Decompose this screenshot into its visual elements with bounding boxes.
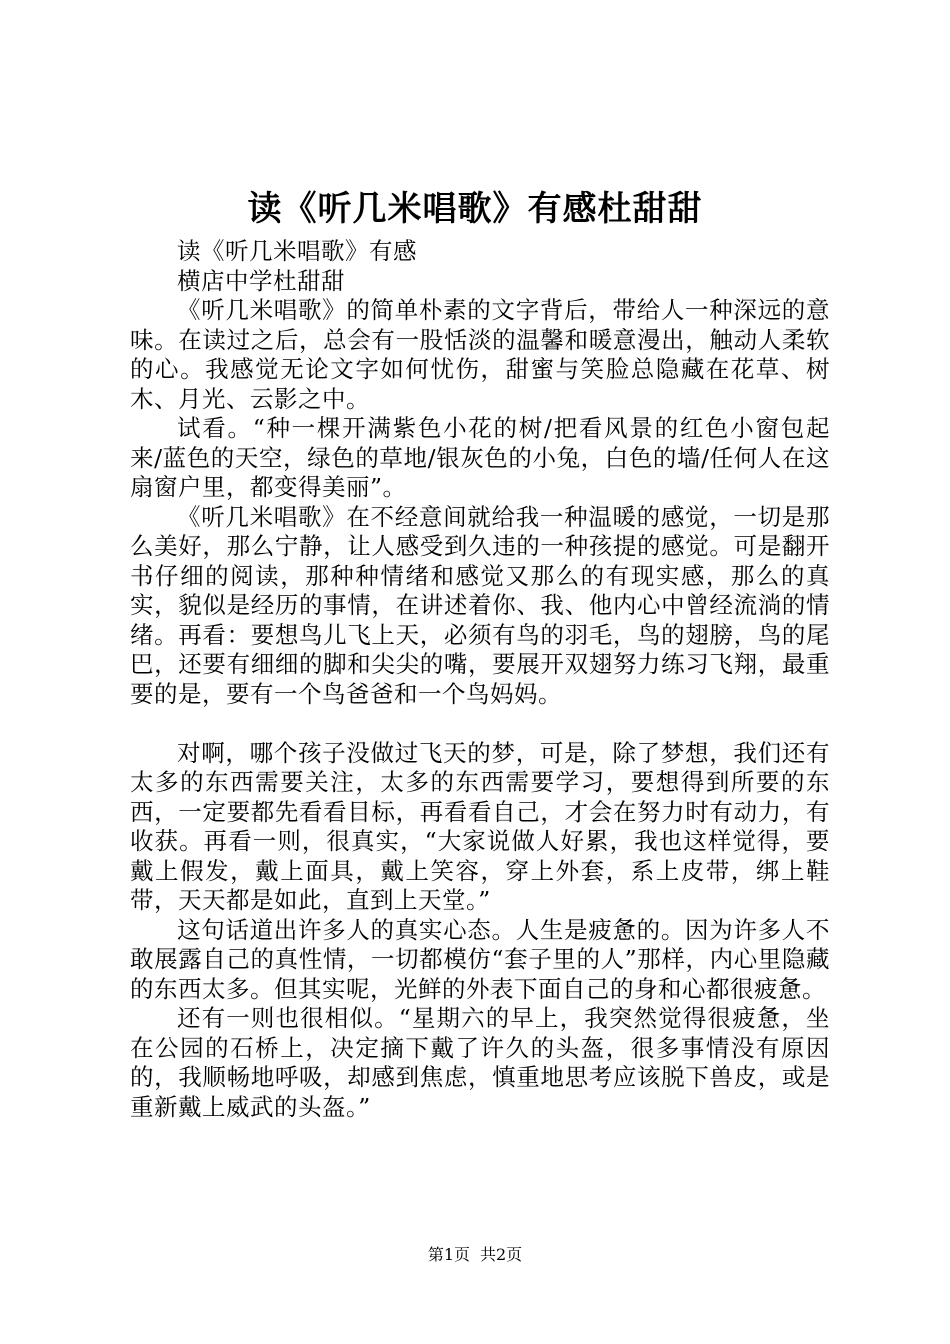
paragraph: 《听几米唱歌》的简单朴素的文字背后，带给人一种深远的意味。在读过之后，总会有一股恬淡的温馨和暖意漫出，触动人柔软的心。我感觉无论文字如何忧伤，甜蜜与笑脸总隐藏在花草、树木、月光、云影之中。	[130, 296, 830, 413]
subtitle-line: 读《听几米唱歌》有感	[177, 237, 417, 265]
author-line: 横店中学杜甜甜	[177, 266, 345, 295]
page-number: 第1页	[427, 1245, 470, 1264]
paragraph: 这句话道出许多人的真实心态。人生是疲惫的。因为许多人不敢展露自己的真性情，一切都模仿“套子里的人”那样，内心里隐藏的东西太多。但其实呢，光鲜的外表下面自己的身和心都很疲惫。	[130, 915, 830, 1003]
page-footer	[0, 1244, 950, 1266]
document-title: 读《听几米唱歌》有感杜甜甜	[247, 189, 703, 229]
page-total: 共2页	[480, 1245, 523, 1264]
paragraph: 还有一则也很相似。“星期六的早上，我突然觉得很疲惫，坐在公园的石桥上，决定摘下戴了许久的头盔，很多事情没有原因的，我顺畅地呼吸，却感到焦虑，慎重地思考应该脱下兽皮，或是重新戴上威武的头盔。”	[130, 1004, 830, 1121]
paragraph: 对啊，哪个孩子没做过飞天的梦，可是，除了梦想，我们还有太多的东西需要关注，太多的东西需要学习，要想得到所要的东西，一定要都先看看目标，再看看自己，才会在努力时有动力，有收获。再看一则，很真实，“大家说做人好累，我也这样觉得，要戴上假发，戴上面具，戴上笑容，穿上外套，系上皮带，绑上鞋带，天天都是如此，直到上天堂。”	[130, 738, 830, 914]
paragraph: 《听几米唱歌》在不经意间就给我一种温暖的感觉，一切是那么美好，那么宁静，让人感受到久违的一种孩提的感觉。可是翻开书仔细的阅读，那种种情绪和感觉又那么的有现实感，那么的真实，貌似是经历的事情，在讲述着你、我、他内心中曾经流淌的情绪。再看：要想鸟儿飞上天，必须有鸟的羽毛，鸟的翅膀，鸟的尾巴，还要有细细的脚和尖尖的嘴，要展开双翅努力练习飞翔，最重要的是，要有一个鸟爸爸和一个鸟妈妈。	[130, 502, 830, 708]
paragraph: 试看。“种一棵开满紫色小花的树/把看风景的红色小窗包起来/蓝色的天空，绿色的草地/银灰色的小兔，白色的墙/任何人在这扇窗户里，都变得美丽”。	[130, 414, 830, 501]
document-body	[130, 237, 830, 1122]
